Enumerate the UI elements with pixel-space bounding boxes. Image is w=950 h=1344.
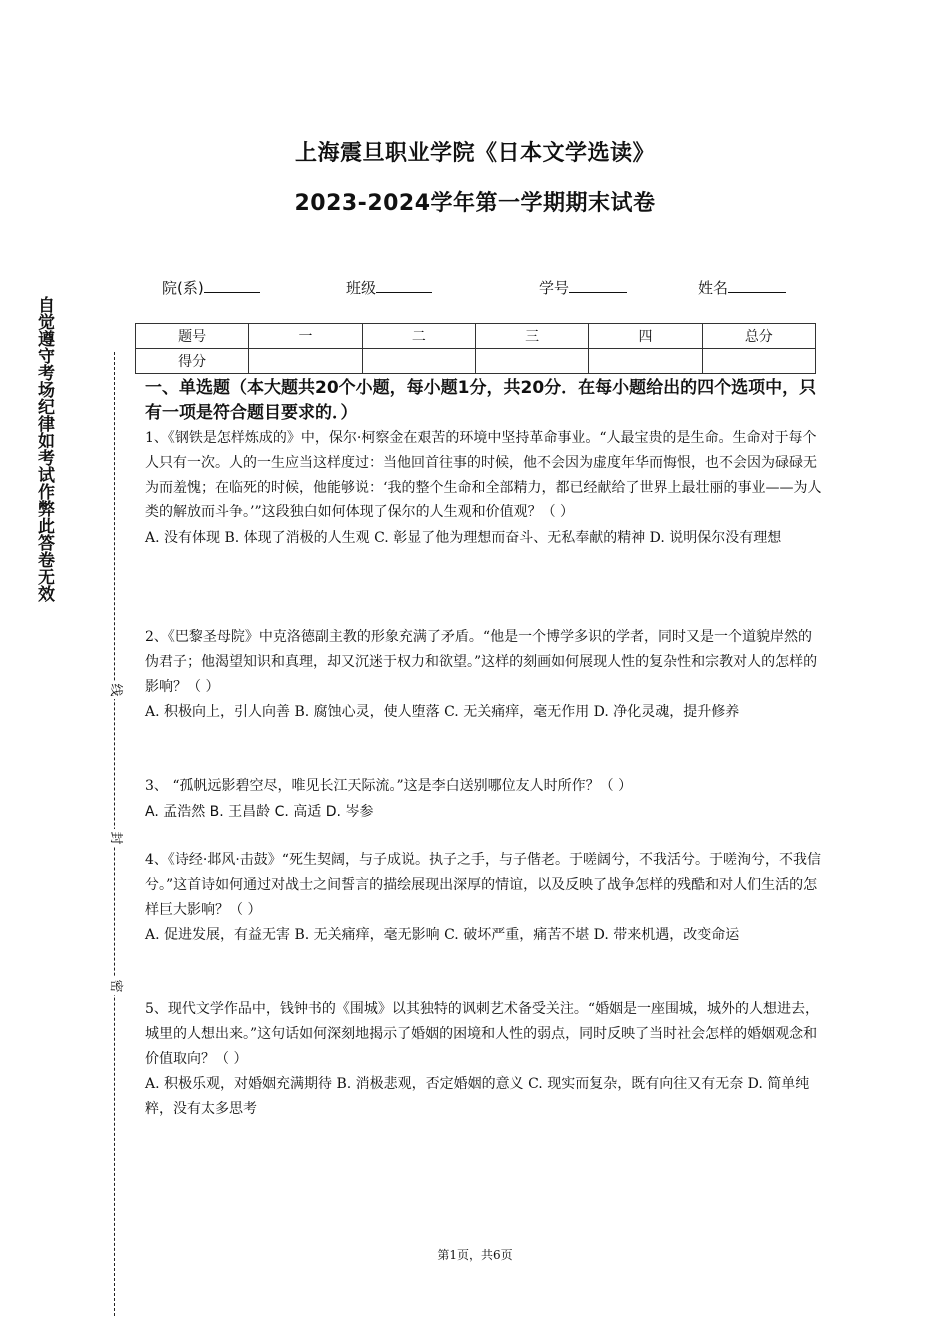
score-cell[interactable]	[589, 349, 702, 374]
margin-notice: 自觉遵守考场纪律如考试作弊此答卷无效	[34, 296, 54, 602]
class-label: 班级	[346, 279, 377, 297]
score-cell[interactable]	[475, 349, 588, 374]
question-options[interactable]: A. 促进发展，有益无害 B. 无关痛痒，毫无影响 C. 破坏严重，痛苦不堪 D. 带来机遇，改变命运	[145, 927, 740, 944]
question-options[interactable]: A. 积极乐观，对婚姻充满期待 B. 消极悲观，否定婚姻的意义 C. 现实而复杂，既有向往又有无奈 D. 简单纯粹，没有太多思考	[145, 1076, 810, 1118]
question-3	[145, 774, 825, 825]
score-header-cell: 三	[475, 324, 588, 349]
student-id-blank[interactable]	[569, 276, 627, 293]
page-footer: 第1页，共6页	[437, 1248, 513, 1262]
class-blank[interactable]	[376, 276, 432, 293]
exam-subtitle: 2023-2024学年第一学期期末试卷	[294, 191, 656, 216]
class-field[interactable]	[346, 276, 432, 298]
score-cell[interactable]	[362, 349, 475, 374]
score-header-cell: 总分	[702, 324, 815, 349]
score-header-cell: 二	[362, 324, 475, 349]
question-stem: 1、《钢铁是怎样炼成的》中，保尔·柯察金在艰苦的环境中坚持革命事业。“人最宝贵的是生命。生命对于每个人只有一次。人的一生应当这样度过：当他回首往事的时候，他不会因为虚度年华而悔恨，也不会因为碌碌无为而羞愧；在临死的时候，他能够说：‘我的整个生命和全部精力，都已经献给了世界上最壮丽的事业——为人类的解放而斗争。’”这段独白如何体现了保尔的人生观和价值观？（ ）	[145, 430, 822, 521]
exam-title: 上海震旦职业学院《日本文学选读》	[294, 141, 655, 166]
score-row-label: 得分	[136, 349, 249, 374]
question-2	[145, 625, 825, 725]
department-field[interactable]	[162, 276, 260, 298]
score-cell[interactable]	[702, 349, 815, 374]
question-5	[145, 997, 825, 1122]
question-options[interactable]: A. 没有体现 B. 体现了消极的人生观 C. 彰显了他为理想而奋斗、无私奉献的精神 D. 说明保尔没有理想	[145, 530, 782, 547]
name-blank[interactable]	[728, 276, 786, 293]
question-stem: 4、《诗经·邶风·击鼓》“死生契阔，与子成说。执子之手，与子偕老。于嗟阔兮，不我活兮。于嗟洵兮，不我信兮。”这首诗如何通过对战士之间誓言的描绘展现出深厚的情谊，以及反映了战争怎样的残酷和对人们生活的怎样巨大影响？（ ）	[145, 852, 821, 918]
question-options[interactable]: A. 积极向上，引人向善 B. 腐蚀心灵，使人堕落 C. 无关痛痒，毫无作用 D. 净化灵魂，提升修养	[145, 704, 740, 721]
department-label: 院(系)	[162, 279, 204, 297]
section-heading: 一、单选题（本大题共20个小题，每小题1分，共20分．在每小题给出的四个选项中，只有一项是符合题目要求的．）	[145, 378, 817, 423]
score-table-header-row	[136, 324, 816, 349]
seal-mark-mi: 密	[105, 977, 125, 995]
name-label: 姓名	[698, 279, 729, 297]
score-cell[interactable]	[249, 349, 362, 374]
score-table	[135, 323, 816, 374]
name-field[interactable]	[698, 276, 786, 298]
score-header-cell: 题号	[136, 324, 249, 349]
seal-mark-xian: 线	[105, 681, 125, 699]
question-1	[145, 426, 825, 551]
question-4	[145, 848, 825, 948]
student-info-row	[162, 276, 802, 298]
question-stem: 2、《巴黎圣母院》中克洛德副主教的形象充满了矛盾。“他是一个博学多识的学者，同时又是一个道貌岸然的伪君子；他渴望知识和真理，却又沉迷于权力和欲望。”这样的刻画如何展现人性的复杂性和宗教对人的怎样的影响？（ ）	[145, 629, 818, 695]
department-blank[interactable]	[204, 276, 260, 293]
question-stem: 5、现代文学作品中，钱钟书的《围城》以其独特的讽刺艺术备受关注。“婚姻是一座围城，城外的人想进去，城里的人想出来。”这句话如何深刻地揭示了婚姻的困境和人性的弱点，同时反映了当时社会怎样的婚姻观念和价值取向？（ ）	[145, 1001, 820, 1067]
student-id-field[interactable]	[539, 276, 627, 298]
question-options[interactable]: A. 孟浩然 B. 王昌龄 C. 高适 D. 岑参	[145, 803, 374, 820]
question-stem: 3、 “孤帆远影碧空尽，唯见长江天际流。”这是李白送别哪位友人时所作？（ ）	[145, 778, 633, 794]
score-header-cell: 四	[589, 324, 702, 349]
seal-mark-feng: 封	[105, 829, 125, 847]
score-table-score-row	[136, 349, 816, 374]
score-header-cell: 一	[249, 324, 362, 349]
student-id-label: 学号	[539, 279, 570, 297]
